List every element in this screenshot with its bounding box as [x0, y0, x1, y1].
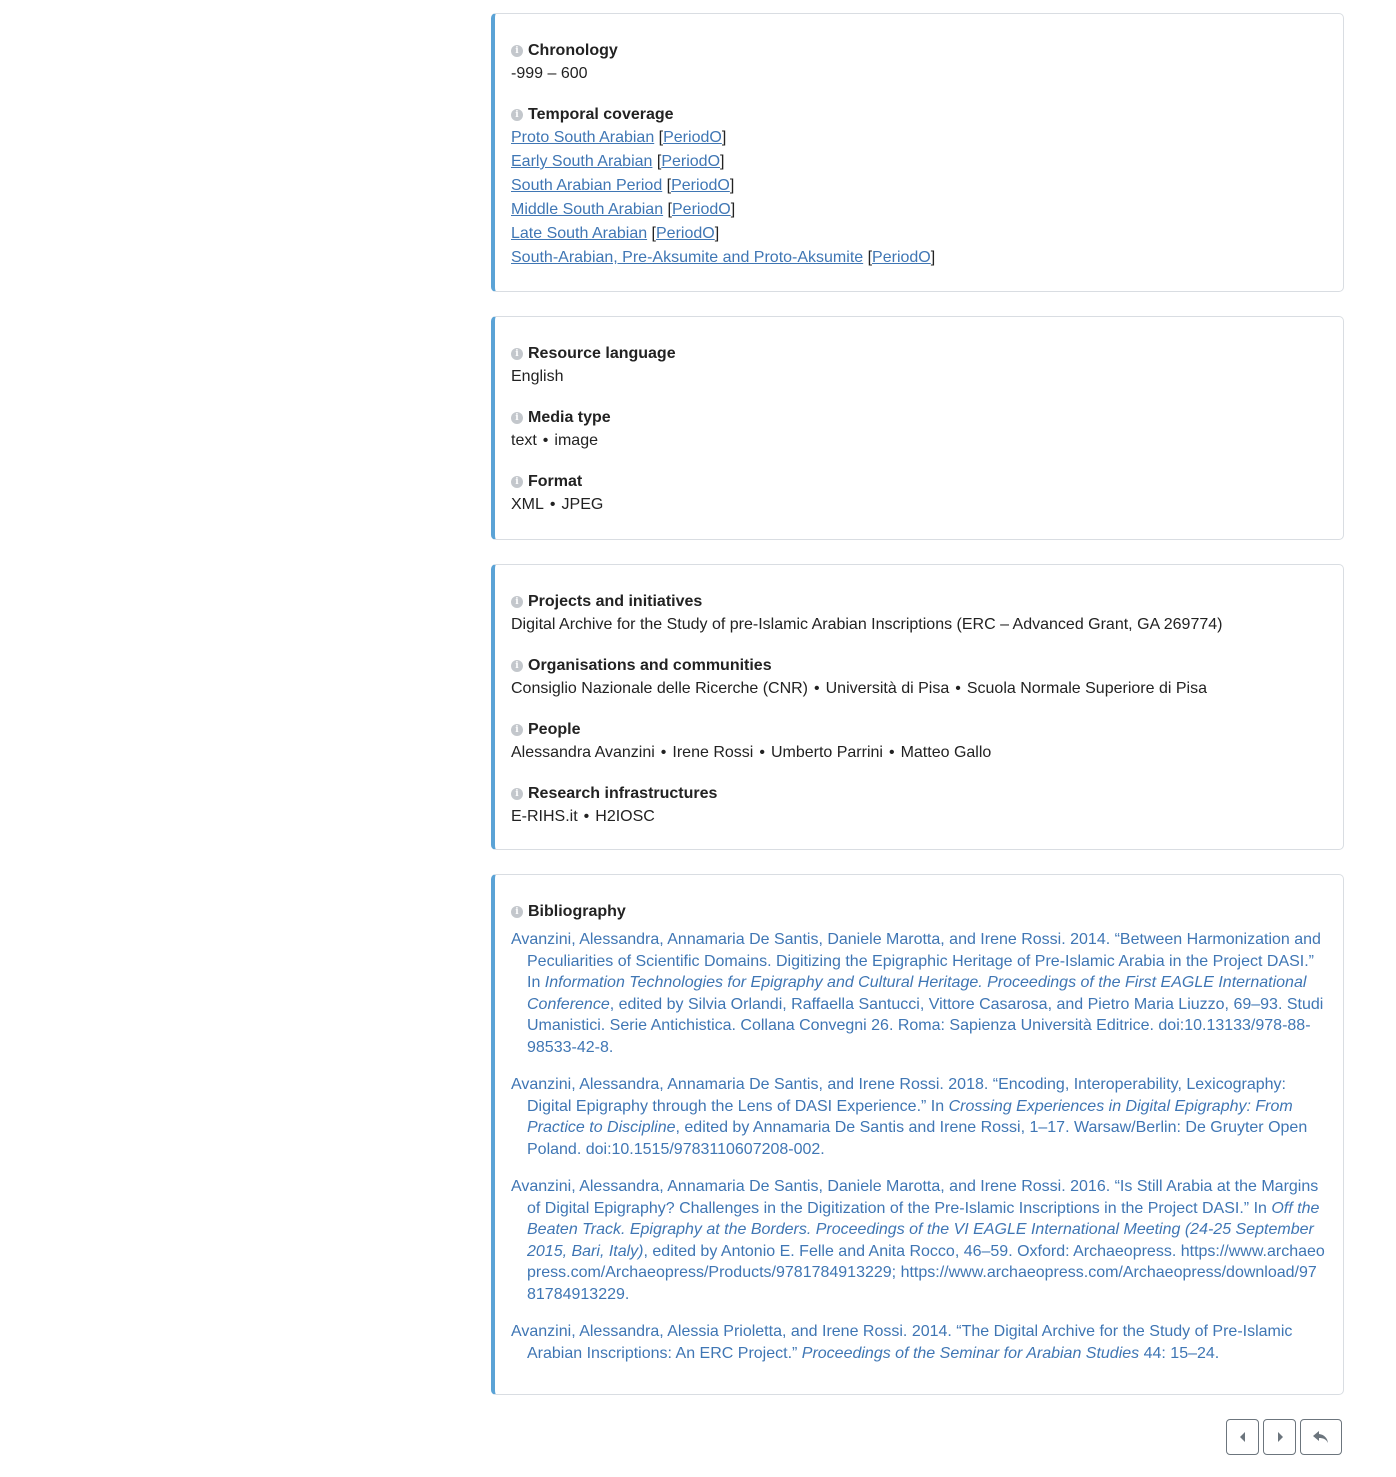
organisation-item: Scuola Normale Superiore di Pisa	[966, 680, 1207, 697]
periodo-link[interactable]: PeriodO	[671, 177, 730, 194]
media-type-item: image	[554, 432, 598, 449]
bibliography-entry[interactable]: Avanzini, Alessandra, Alessia Prioletta, and Irene Rossi. 2014. “The Digital Archive for the Study of Pre-Islamic Arabian Inscriptions: An ERC Project.” Proceedings of the Seminar for Arabian Studies 44: 15–24.	[511, 1323, 1293, 1362]
person-item: Matteo Gallo	[900, 744, 992, 761]
chronology-label: Chronology	[528, 42, 618, 59]
info-icon[interactable]: i	[511, 596, 523, 608]
back-button[interactable]	[1300, 1419, 1342, 1455]
periodo-link[interactable]: PeriodO	[672, 201, 731, 218]
bibliography-label: Bibliography	[528, 903, 626, 920]
period-link[interactable]: Early South Arabian	[511, 153, 653, 170]
projects-field	[511, 591, 1325, 637]
periodo-link[interactable]: PeriodO	[872, 249, 931, 266]
infrastructure-item: H2IOSC	[595, 808, 655, 825]
chronology-field	[511, 40, 1325, 86]
period-link[interactable]: South Arabian Period	[511, 177, 663, 194]
reply-icon	[1312, 1430, 1330, 1444]
bibliography-entry[interactable]: Avanzini, Alessandra, Annamaria De Santis, Daniele Marotta, and Irene Rossi. 2014. “Between Harmonization and Peculiarities of Scientific Domains. Digitizing the Epigraphic Heritage of Pre-Islamic Arabia in the Project DASI.” In Information Technologies for Epigraphy and Cultural Heritage. Proceedings of the First EAGLE International Conference, edited by Silvia Orlandi, Raffaella Santucci, Vittore Casarosa, and Pietro Maria Liuzzo, 69–93. Studi Umanistici. Serie Antichistica. Collana Convegni 26. Roma: Sapienza Università Editrice. doi:10.13133/978-88-98533-42-8.	[511, 931, 1324, 1056]
previous-button[interactable]	[1226, 1419, 1259, 1455]
record-navigation	[1226, 1419, 1342, 1455]
info-icon[interactable]: i	[511, 109, 523, 121]
media-type-value: text • image	[511, 432, 598, 449]
caret-right-icon	[1275, 1431, 1285, 1443]
infrastructures-label: Research infrastructures	[528, 785, 718, 802]
organisations-value: Consiglio Nazionale delle Ricerche (CNR) • Università di Pisa • Scuola Normale Superiore di Pisa	[511, 680, 1207, 697]
bibliography-card	[491, 874, 1344, 1395]
projects-label: Projects and initiatives	[528, 593, 703, 610]
infrastructures-field	[511, 783, 1325, 829]
infrastructure-item: E-RIHS.it	[511, 808, 578, 825]
projects-value: Digital Archive for the Study of pre-Islamic Arabian Inscriptions (ERC – Advanced Grant, GA 269774)	[511, 616, 1223, 633]
period-list	[511, 126, 1325, 270]
language-field	[511, 343, 1325, 389]
organisation-item: Università di Pisa	[825, 680, 950, 697]
info-icon[interactable]: i	[511, 45, 523, 57]
organisation-item: Consiglio Nazionale delle Ricerche (CNR)	[511, 680, 809, 697]
temporal-coverage-label: Temporal coverage	[528, 106, 674, 123]
caret-left-icon	[1238, 1431, 1248, 1443]
bibliography-entry[interactable]: Avanzini, Alessandra, Annamaria De Santis, Daniele Marotta, and Irene Rossi. 2016. “Is Still Arabia at the Margins of Digital Epigraphy? Challenges in the Digitization of the Pre-Islamic Inscriptions in the Project DASI.” In Off the Beaten Track. Epigraphy at the Borders. Proceedings of the VI EAGLE International Meeting (24-25 September 2015, Bari, Italy), edited by Antonio E. Felle and Anita Rocco, 46–59. Oxford: Archaeopress. https://www.archaeopress.com/Archaeopress/Products/9781784913229; https://www.archaeopress.com/Archaeopress/download/9781784913229.	[511, 1178, 1325, 1303]
projects-card	[491, 564, 1344, 850]
info-icon[interactable]: i	[511, 906, 523, 918]
next-button[interactable]	[1263, 1419, 1296, 1455]
period-item: South-Arabian, Pre-Aksumite and Proto-Aksumite [PeriodO]	[511, 249, 936, 266]
chronology-value: -999 – 600	[511, 65, 588, 82]
format-value: XML • JPEG	[511, 496, 604, 513]
period-item: South Arabian Period [PeriodO]	[511, 177, 735, 194]
periodo-link[interactable]: PeriodO	[663, 129, 722, 146]
period-item: Early South Arabian [PeriodO]	[511, 153, 725, 170]
period-link[interactable]: South-Arabian, Pre-Aksumite and Proto-Aksumite	[511, 249, 864, 266]
period-link[interactable]: Middle South Arabian	[511, 201, 664, 218]
info-icon[interactable]: i	[511, 660, 523, 672]
organisations-label: Organisations and communities	[528, 657, 772, 674]
infrastructures-value: E-RIHS.it • H2IOSC	[511, 808, 655, 825]
info-icon[interactable]: i	[511, 724, 523, 736]
people-value: Alessandra Avanzini • Irene Rossi • Umberto Parrini • Matteo Gallo	[511, 744, 992, 761]
info-icon[interactable]: i	[511, 412, 523, 424]
person-item: Alessandra Avanzini	[511, 744, 655, 761]
language-value: English	[511, 368, 564, 385]
format-item: XML	[511, 496, 544, 513]
organisations-field	[511, 655, 1325, 701]
periodo-link[interactable]: PeriodO	[656, 225, 715, 242]
format-item: JPEG	[561, 496, 604, 513]
info-icon[interactable]: i	[511, 788, 523, 800]
person-item: Irene Rossi	[672, 744, 754, 761]
period-link[interactable]: Late South Arabian	[511, 225, 648, 242]
media-type-field	[511, 407, 1325, 453]
bibliography-list	[511, 929, 1325, 1364]
people-label: People	[528, 721, 581, 738]
media-type-label: Media type	[528, 409, 611, 426]
format-field	[511, 471, 1325, 517]
people-field	[511, 719, 1325, 765]
periodo-link[interactable]: PeriodO	[661, 153, 721, 170]
bibliography-entry[interactable]: Avanzini, Alessandra, Annamaria De Santis, and Irene Rossi. 2018. “Encoding, Interoperability, Lexicography: Digital Epigraphy through the Lens of DASI Experience.” In Crossing Experiences in Digital Epigraphy: From Practice to Discipline, edited by Annamaria De Santis and Irene Rossi, 1–17. Warsaw/Berlin: De Gruyter Open Poland. doi:10.1515/9783110607208-002.	[511, 1076, 1308, 1158]
period-item: Late South Arabian [PeriodO]	[511, 225, 720, 242]
temporal-coverage-field	[511, 104, 1325, 270]
info-icon[interactable]: i	[511, 348, 523, 360]
temporal-card	[491, 13, 1344, 292]
language-label: Resource language	[528, 345, 676, 362]
resource-card	[491, 316, 1344, 540]
person-item: Umberto Parrini	[770, 744, 883, 761]
period-item: Proto South Arabian [PeriodO]	[511, 129, 727, 146]
media-type-item: text	[511, 432, 537, 449]
period-link[interactable]: Proto South Arabian	[511, 129, 655, 146]
info-icon[interactable]: i	[511, 476, 523, 488]
period-item: Middle South Arabian [PeriodO]	[511, 201, 736, 218]
format-label: Format	[528, 473, 583, 490]
